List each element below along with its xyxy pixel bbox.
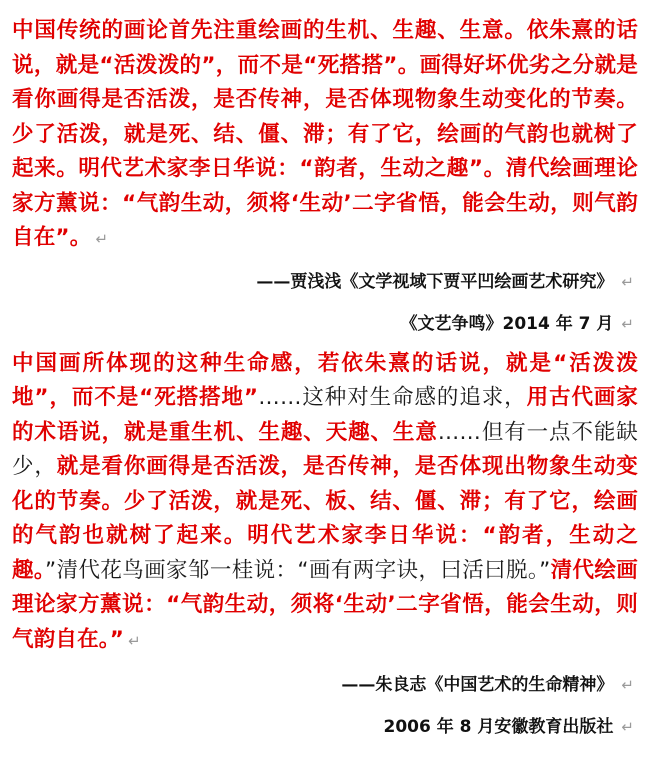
quote-paragraph-2 [12,347,638,659]
paragraph-mark-icon: ↵ [128,631,141,650]
attribution-source-2 [12,716,638,738]
paragraph-mark-icon: ↵ [621,272,634,291]
quote-segment: ……这种对生命感的追求， [258,385,527,410]
quote-paragraph-1 [12,14,638,257]
attribution-author-1 [12,271,638,293]
attribution-source-2-text: 2006 年 8 月安徽教育出版社 [383,717,614,737]
quote-segment: ”清代花鸟画家邹一桂说：“画有两字诀，曰活曰脱。” [45,557,551,583]
document-page [12,14,638,738]
quote-segment: 中国画所体现的这种生命感，若依朱熹的话说，就是“活泼泼地”，而不是“死搭搭地” [12,350,638,410]
attribution-author-2-text: ——朱良志《中国艺术的生命精神》 [341,675,614,695]
attribution-author-2 [12,674,638,696]
attribution-source-1 [12,313,638,335]
quote-segment: 用古代画家的术语说，就是重生机、生趣、天趣、生意 [12,385,638,445]
attribution-author-1-text: ——贾浅浅《文学视域下贾平凹绘画艺术研究》 [256,271,614,292]
quote-segment: 就是看你画得是否活泼，是否传神，是否体现出物象生动变化的节奏。少了活泼，就是死、板、结、僵、滞；有了它，绘画的气韵也就树了起来。明代艺术家李日华说：“韵者，生动之趣。 [12,454,638,583]
quote-segment: ……但有一点不能缺少， [12,419,638,479]
paragraph-mark-icon: ↵ [621,314,634,333]
quote-segment: 清代绘画理论家方薰说：“气韵生动，须将‘生动’二字省悟，能会生动，则气韵自在。” [12,557,638,652]
quote-paragraph-1-text: 中国传统的画论首先注重绘画的生机、生趣、生意。依朱熹的话说，就是“活泼泼的”，而不是“死搭搭”。画得好坏优劣之分就是看你画得是否活泼，是否传神，是否体现物象生动变化的节奏。少了活泼，就是死、结、僵、滞；有了它，绘画的气韵也就树了起来。明代艺术家李日华说：“韵者，生动之趣”。清代绘画理论家方薰说：“气韵生动，须将‘生动’二字省悟，能会生动，则气韵自在”。 [12,18,638,250]
attribution-source-1-text: 《文艺争鸣》2014 年 7 月 [400,313,614,334]
paragraph-mark-icon: ↵ [621,718,634,736]
paragraph-mark-icon: ↵ [95,230,109,248]
paragraph-mark-icon: ↵ [621,676,634,694]
